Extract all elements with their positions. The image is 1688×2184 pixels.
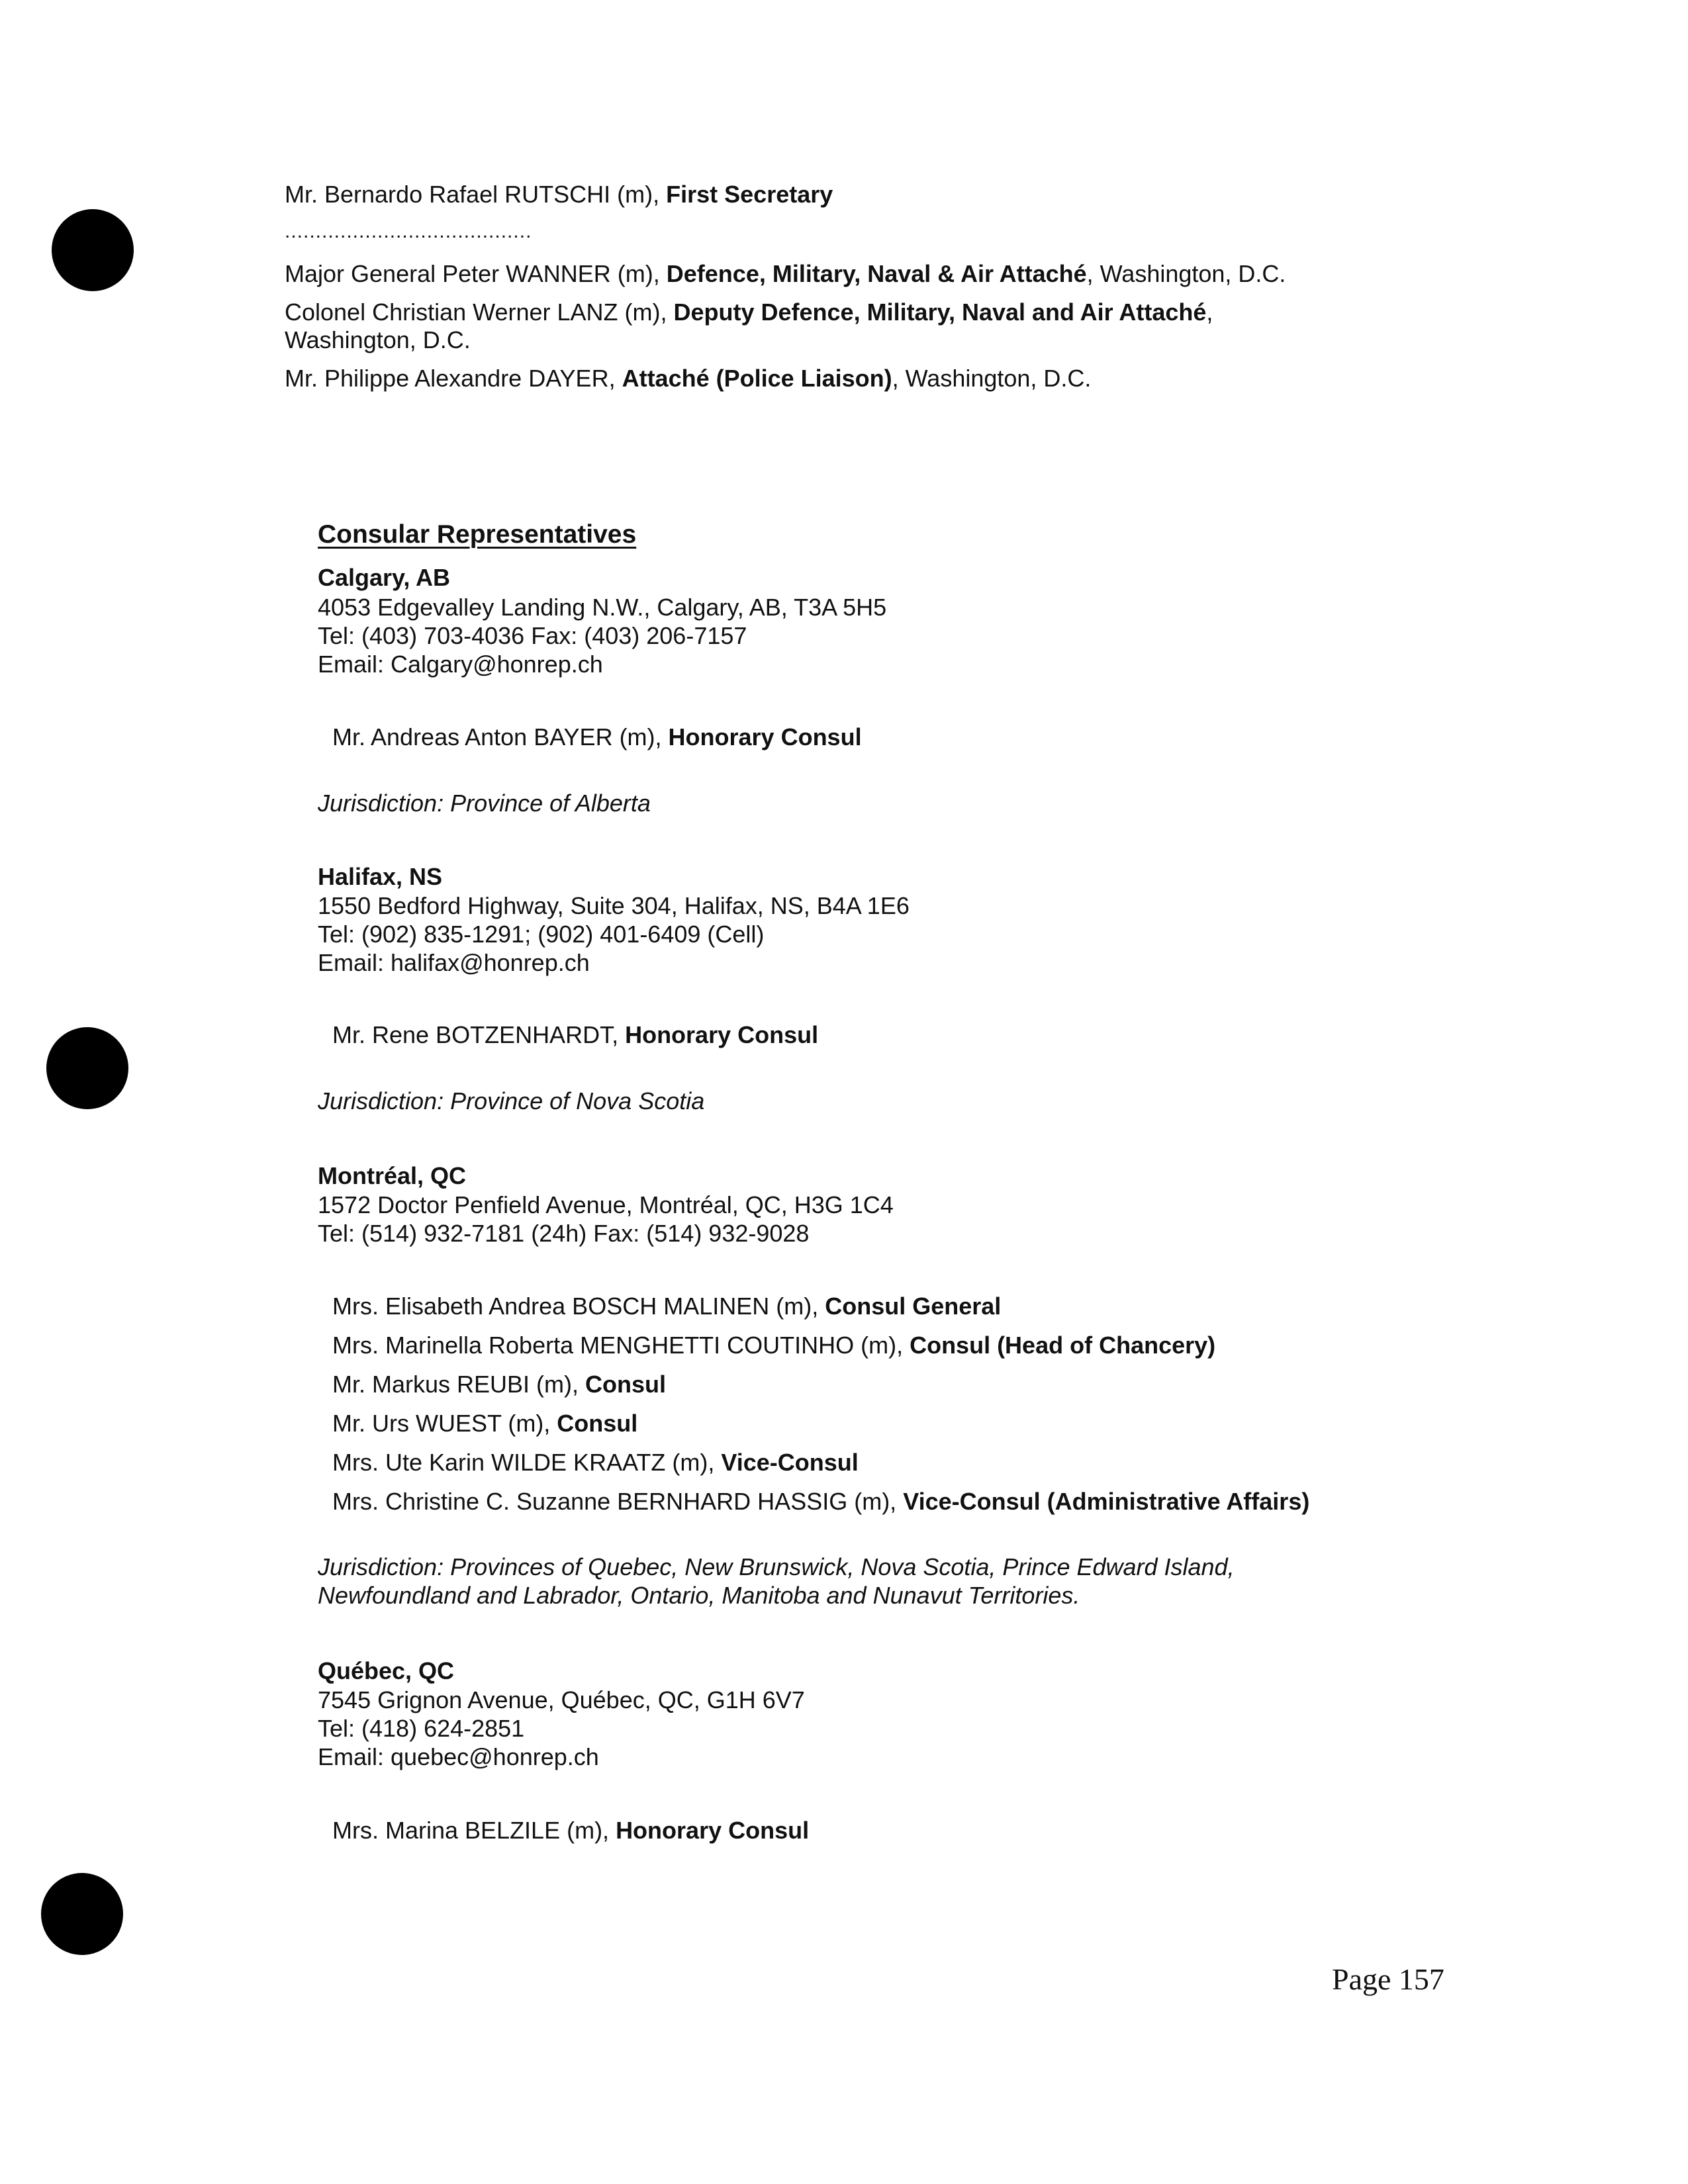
punch-hole-middle <box>46 1027 128 1109</box>
jurisdiction-montreal-line-2: Newfoundland and Labrador, Ontario, Manitoba and Nunavut Territories. <box>318 1582 1080 1609</box>
staff-line-bernhard-hassig <box>332 1487 1309 1516</box>
separator-dots: ........................................ <box>285 220 532 242</box>
city-heading-montreal: Montréal, QC <box>318 1162 467 1189</box>
email-calgary: Email: Calgary@honrep.ch <box>318 651 603 678</box>
staff-name: Mrs. Elisabeth Andrea BOSCH MALINEN (m), <box>332 1293 825 1320</box>
staff-name: Mrs. Marina BELZILE (m), <box>332 1817 616 1844</box>
page-number: Page 157 <box>1332 1962 1444 1996</box>
staff-name: Mr. Bernardo Rafael RUTSCHI (m), <box>285 181 667 208</box>
staff-line-belzile <box>332 1816 809 1845</box>
punch-hole-bottom <box>41 1873 123 1955</box>
staff-title: Vice-Consul (Administrative Affairs) <box>903 1488 1310 1515</box>
staff-line-botzenhardt <box>332 1021 818 1050</box>
staff-line-bayer <box>332 723 862 752</box>
staff-title: Vice-Consul <box>721 1449 859 1476</box>
staff-name: Mr. Urs WUEST (m), <box>332 1410 557 1437</box>
address-halifax: 1550 Bedford Highway, Suite 304, Halifax, NS, B4A 1E6 <box>318 892 910 919</box>
staff-title: Consul <box>585 1371 667 1398</box>
staff-title: First Secretary <box>666 181 833 208</box>
jurisdiction-halifax: Jurisdiction: Province of Nova Scotia <box>318 1087 705 1115</box>
section-heading: Consular Representatives <box>318 520 637 549</box>
city-heading-halifax: Halifax, NS <box>318 863 443 890</box>
email-halifax: Email: halifax@honrep.ch <box>318 949 590 976</box>
staff-suffix: , Washington, D.C. <box>1086 260 1286 287</box>
punch-hole-top <box>52 209 134 291</box>
staff-name: Colonel Christian Werner LANZ (m), <box>285 298 674 326</box>
staff-line-bosch-malinen <box>332 1292 1001 1321</box>
phone-quebec: Tel: (418) 624-2851 <box>318 1715 525 1742</box>
address-quebec: 7545 Grignon Avenue, Québec, QC, G1H 6V7 <box>318 1686 805 1713</box>
staff-title: Attaché (Police Liaison) <box>622 365 892 392</box>
jurisdiction-calgary: Jurisdiction: Province of Alberta <box>318 790 651 817</box>
staff-line-rutschi <box>285 180 833 209</box>
staff-name: Mrs. Christine C. Suzanne BERNHARD HASSIG (m), <box>332 1488 904 1515</box>
staff-line-lanz-continuation: Washington, D.C. <box>285 326 471 353</box>
staff-name: Major General Peter WANNER (m), <box>285 260 667 287</box>
address-montreal: 1572 Doctor Penfield Avenue, Montréal, QC, H3G 1C4 <box>318 1191 894 1218</box>
staff-title: Honorary Consul <box>625 1021 819 1048</box>
staff-title: Defence, Military, Naval & Air Attaché <box>666 260 1087 287</box>
staff-title: Consul General <box>825 1293 1002 1320</box>
staff-line-menghetti-coutinho <box>332 1331 1215 1360</box>
phone-halifax: Tel: (902) 835-1291; (902) 401-6409 (Cell) <box>318 921 765 948</box>
staff-line-wuest <box>332 1409 637 1438</box>
address-calgary: 4053 Edgevalley Landing N.W., Calgary, AB, T3A 5H5 <box>318 594 887 621</box>
phone-calgary: Tel: (403) 703-4036 Fax: (403) 206-7157 <box>318 622 747 649</box>
email-quebec: Email: quebec@honrep.ch <box>318 1743 599 1770</box>
staff-title: Honorary Consul <box>616 1817 810 1844</box>
staff-name: Mr. Philippe Alexandre DAYER, <box>285 365 622 392</box>
staff-line-reubi <box>332 1370 666 1399</box>
staff-line-lanz <box>285 298 1213 327</box>
city-heading-quebec: Québec, QC <box>318 1657 455 1684</box>
staff-name: Mrs. Ute Karin WILDE KRAATZ (m), <box>332 1449 722 1476</box>
staff-line-dayer <box>285 364 1091 393</box>
phone-montreal: Tel: (514) 932-7181 (24h) Fax: (514) 932-9028 <box>318 1220 810 1247</box>
staff-name: Mrs. Marinella Roberta MENGHETTI COUTINHO (m), <box>332 1332 910 1359</box>
staff-title: Deputy Defence, Military, Naval and Air Attaché <box>673 298 1207 326</box>
staff-name: Mr. Rene BOTZENHARDT, <box>332 1021 626 1048</box>
staff-title: Consul (Head of Chancery) <box>910 1332 1216 1359</box>
staff-suffix: , <box>1206 298 1213 326</box>
staff-title: Honorary Consul <box>668 723 862 751</box>
staff-name: Mr. Andreas Anton BAYER (m), <box>332 723 669 751</box>
staff-title: Consul <box>557 1410 638 1437</box>
staff-name: Mr. Markus REUBI (m), <box>332 1371 586 1398</box>
jurisdiction-montreal-line-1: Jurisdiction: Provinces of Quebec, New Brunswick, Nova Scotia, Prince Edward Island, <box>318 1553 1235 1580</box>
staff-suffix: , Washington, D.C. <box>892 365 1092 392</box>
staff-line-wilde-kraatz <box>332 1448 859 1477</box>
city-heading-calgary: Calgary, AB <box>318 564 451 591</box>
staff-line-wanner <box>285 259 1286 289</box>
